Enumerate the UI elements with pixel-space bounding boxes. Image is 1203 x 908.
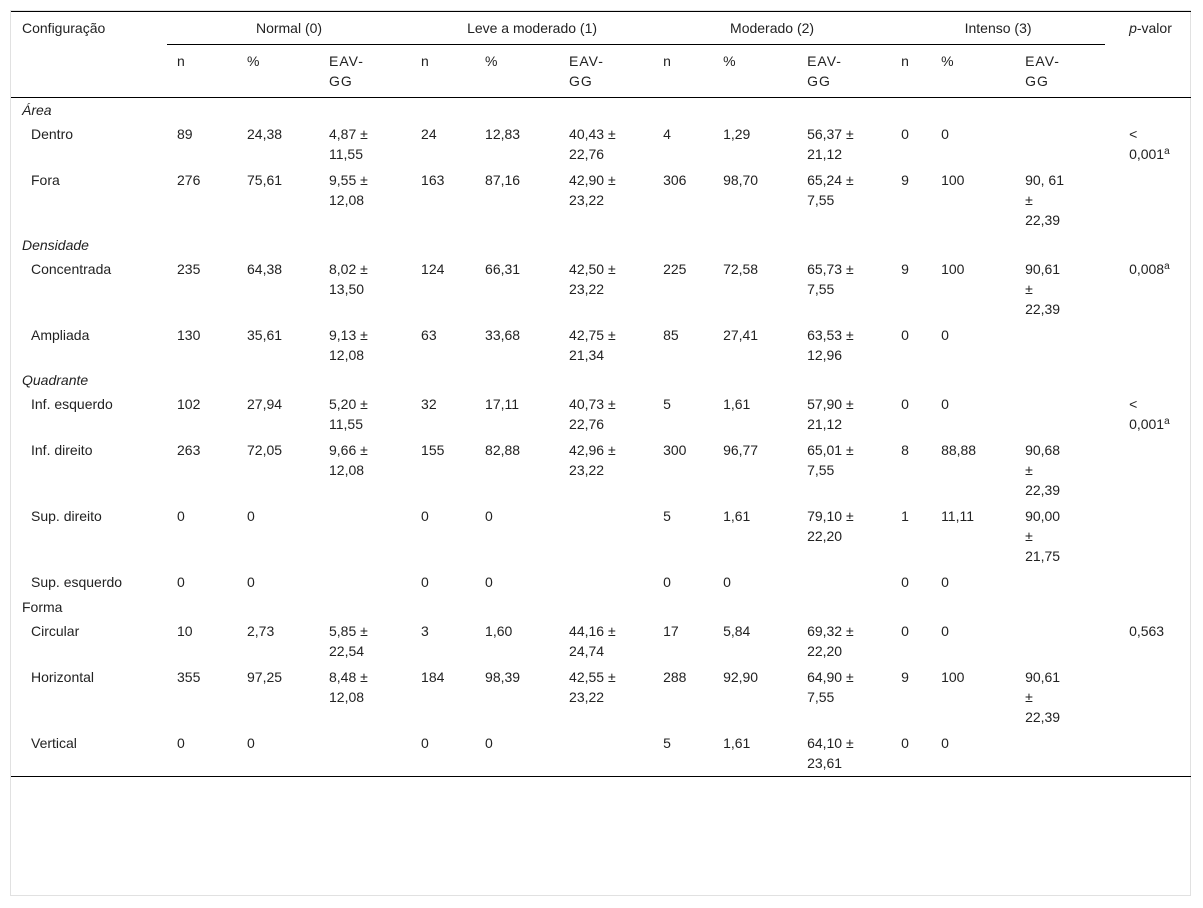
table-cell: 96,77 <box>723 442 759 458</box>
p-value-cell <box>1105 503 1191 569</box>
header-group-intenso: Intenso (3) <box>891 12 1105 45</box>
table-cell: 102 <box>177 396 201 412</box>
table-cell: 9 <box>901 261 909 277</box>
table-cell: 44,16 ± 24,74 <box>569 623 616 659</box>
table-row <box>11 256 1191 322</box>
table-cell: 5,84 <box>723 623 751 639</box>
table-cell: 9 <box>901 172 909 188</box>
header-group-leve: Leve a moderado (1) <box>411 12 653 45</box>
table-row <box>11 569 1191 595</box>
table-cell: 9,55 ± 12,08 <box>329 172 368 208</box>
table-cell: 79,10 ± 22,20 <box>807 508 854 544</box>
row-label: Inf. direito <box>31 442 93 458</box>
table-cell <box>1025 391 1105 437</box>
table-row <box>11 391 1191 437</box>
table-cell: 0 <box>421 508 429 524</box>
table-cell: 0 <box>177 735 185 751</box>
header-sub-eav: EAV-GG <box>1025 53 1060 89</box>
table-cell: 85 <box>663 327 679 343</box>
p-value-footnote: a <box>1164 146 1170 157</box>
p-value-footnote: a <box>1164 261 1170 272</box>
table-cell: 92,90 <box>723 669 759 685</box>
section-row <box>11 98 1191 122</box>
table-cell: 0 <box>485 735 493 751</box>
header-sub-blank <box>1105 45 1191 98</box>
table-cell: 263 <box>177 442 201 458</box>
table-cell <box>329 730 411 777</box>
table-cell <box>1025 730 1105 777</box>
table-row <box>11 618 1191 664</box>
header-sub-pct: % <box>247 53 260 69</box>
table-cell <box>569 569 653 595</box>
table-cell: 0 <box>941 574 949 590</box>
table-cell: 0 <box>247 574 255 590</box>
table-cell: 17,11 <box>485 396 520 412</box>
table-cell: 42,50 ± 23,22 <box>569 261 616 297</box>
p-value-cell <box>1105 664 1191 730</box>
table-cell: 9 <box>901 669 909 685</box>
table-cell: 0 <box>901 623 909 639</box>
table-cell: 90,61 ± 22,39 <box>1025 261 1061 317</box>
table-cell: 8,48 ± 12,08 <box>329 669 368 705</box>
table-cell: 90,00 ± 21,75 <box>1025 508 1061 564</box>
header-group-moderado: Moderado (2) <box>653 12 891 45</box>
table-cell: 0 <box>941 327 949 343</box>
row-label: Ampliada <box>31 327 90 343</box>
table-cell: 33,68 <box>485 327 521 343</box>
row-label: Dentro <box>31 126 74 142</box>
table-cell: 42,55 ± 23,22 <box>569 669 616 705</box>
table-cell: 0 <box>901 735 909 751</box>
table-cell: 0 <box>941 623 949 639</box>
p-value-cell <box>1105 322 1191 368</box>
p-value-cell <box>1105 437 1191 503</box>
table-cell: 0 <box>941 126 949 142</box>
table-cell: 72,58 <box>723 261 759 277</box>
table-cell: 5 <box>663 396 671 412</box>
p-value-cell <box>1105 391 1191 437</box>
table-cell: 98,39 <box>485 669 521 685</box>
header-blank <box>11 45 167 98</box>
header-p-suffix: -valor <box>1136 20 1172 36</box>
p-value: 0,008 <box>1129 261 1165 277</box>
table-cell: 87,16 <box>485 172 521 188</box>
table-cell: 0 <box>485 574 493 590</box>
table-cell: 0 <box>421 574 429 590</box>
p-value-cell <box>1105 256 1191 322</box>
table-cell: 24 <box>421 126 437 142</box>
table-cell: 306 <box>663 172 687 188</box>
table-cell: 288 <box>663 669 687 685</box>
table-cell: 355 <box>177 669 201 685</box>
table-cell: 235 <box>177 261 201 277</box>
results-table <box>11 11 1191 777</box>
table-cell: 88,88 <box>941 442 977 458</box>
table-cell: 42,90 ± 23,22 <box>569 172 616 208</box>
table-cell: 100 <box>941 261 965 277</box>
row-label: Vertical <box>31 735 77 751</box>
table-cell: 32 <box>421 396 437 412</box>
table-cell: 225 <box>663 261 687 277</box>
table-row <box>11 121 1191 167</box>
row-label: Inf. esquerdo <box>31 396 113 412</box>
table-cell: 5,85 ± 22,54 <box>329 623 368 659</box>
p-value: < 0,001 <box>1129 396 1165 432</box>
table-cell: 0 <box>941 735 949 751</box>
header-sub-eav: EAV-GG <box>569 53 604 89</box>
table-cell: 42,96 ± 23,22 <box>569 442 616 478</box>
header-sub-pct: % <box>723 53 736 69</box>
table-row <box>11 503 1191 569</box>
table-cell: 40,43 ± 22,76 <box>569 126 616 162</box>
table-cell: 64,10 ± 23,61 <box>807 735 854 771</box>
table-cell: 10 <box>177 623 193 639</box>
table-cell: 0 <box>901 126 909 142</box>
row-label: Concentrada <box>31 261 112 277</box>
table-body <box>11 98 1191 777</box>
row-label: Horizontal <box>31 669 95 685</box>
table-cell: 72,05 <box>247 442 283 458</box>
p-value-cell <box>1105 569 1191 595</box>
table-cell: 1,61 <box>723 396 751 412</box>
row-label: Sup. esquerdo <box>31 574 123 590</box>
row-label: Fora <box>31 172 60 188</box>
table-cell: 5 <box>663 735 671 751</box>
table-cell: 66,31 <box>485 261 521 277</box>
table-cell: 69,32 ± 22,20 <box>807 623 854 659</box>
table-row <box>11 664 1191 730</box>
table-cell: 82,88 <box>485 442 521 458</box>
table-cell: 163 <box>421 172 445 188</box>
table-cell: 184 <box>421 669 445 685</box>
table-cell: 0 <box>247 508 255 524</box>
table-cell: 40,73 ± 22,76 <box>569 396 616 432</box>
table-row <box>11 167 1191 233</box>
table-cell: 24,38 <box>247 126 283 142</box>
table-row <box>11 437 1191 503</box>
table-cell: 0 <box>421 735 429 751</box>
section-row <box>11 233 1191 256</box>
p-value-cell <box>1105 618 1191 664</box>
table-cell: 0 <box>941 396 949 412</box>
table-cell: 100 <box>941 669 965 685</box>
table-cell: 12,83 <box>485 126 521 142</box>
table-cell: 0 <box>901 574 909 590</box>
table-cell: 63 <box>421 327 437 343</box>
section-row <box>11 595 1191 618</box>
table-cell: 64,38 <box>247 261 283 277</box>
header-row-sub <box>11 45 1191 98</box>
table-cell: 1,60 <box>485 623 513 639</box>
section-title: Quadrante <box>22 372 89 388</box>
table-cell: 75,61 <box>247 172 283 188</box>
table-row <box>11 322 1191 368</box>
header-row-groups <box>11 12 1191 45</box>
table-cell <box>1025 121 1105 167</box>
table-cell <box>329 503 411 569</box>
table-cell <box>1025 569 1105 595</box>
table-cell: 276 <box>177 172 201 188</box>
table-cell: 27,41 <box>723 327 759 343</box>
table-cell: 100 <box>941 172 965 188</box>
section-title: Forma <box>22 599 63 615</box>
table-cell: 11,11 <box>941 508 975 524</box>
table-cell: 0 <box>485 508 493 524</box>
table-cell: 64,90 ± 7,55 <box>807 669 854 705</box>
table-cell: 3 <box>421 623 429 639</box>
table-cell: 5,20 ± 11,55 <box>329 396 368 432</box>
table-cell: 8 <box>901 442 909 458</box>
p-value-cell <box>1105 121 1191 167</box>
table-cell <box>569 503 653 569</box>
table-cell: 300 <box>663 442 687 458</box>
table-cell: 9,66 ± 12,08 <box>329 442 368 478</box>
table-cell: 65,73 ± 7,55 <box>807 261 854 297</box>
table-cell: 90, 61 ± 22,39 <box>1025 172 1064 228</box>
table-cell: 63,53 ± 12,96 <box>807 327 854 363</box>
table-cell <box>329 569 411 595</box>
header-sub-n: n <box>663 53 671 69</box>
table-cell: 2,73 <box>247 623 275 639</box>
table-cell: 27,94 <box>247 396 283 412</box>
row-label: Circular <box>31 623 80 639</box>
table-cell: 35,61 <box>247 327 283 343</box>
table-cell: 0 <box>663 574 671 590</box>
section-title: Área <box>22 102 52 118</box>
table-cell: 155 <box>421 442 445 458</box>
table-cell: 4 <box>663 126 671 142</box>
table-cell: 0 <box>177 508 185 524</box>
table-cell: 4,87 ± 11,55 <box>329 126 368 162</box>
table-cell: 1,61 <box>723 735 751 751</box>
table-cell: 97,25 <box>247 669 283 685</box>
table-cell: 0 <box>247 735 255 751</box>
header-sub-n: n <box>421 53 429 69</box>
table-cell: 90,61 ± 22,39 <box>1025 669 1061 725</box>
table-cell: 98,70 <box>723 172 759 188</box>
p-value-cell <box>1105 167 1191 233</box>
table-cell: 1 <box>901 508 909 524</box>
header-sub-pct: % <box>485 53 498 69</box>
row-label: Sup. direito <box>31 508 102 524</box>
table-cell: 0 <box>901 327 909 343</box>
table-cell: 17 <box>663 623 679 639</box>
table-cell: 0 <box>723 574 731 590</box>
header-config: Configuração <box>22 20 106 36</box>
table-cell: 90,68 ± 22,39 <box>1025 442 1061 498</box>
table-cell: 56,37 ± 21,12 <box>807 126 854 162</box>
table-cell: 9,13 ± 12,08 <box>329 327 368 363</box>
table-cell: 124 <box>421 261 445 277</box>
header-sub-n: n <box>901 53 909 69</box>
table-cell: 89 <box>177 126 193 142</box>
section-row <box>11 368 1191 391</box>
table-cell: 1,29 <box>723 126 751 142</box>
table-cell: 0 <box>177 574 185 590</box>
table-cell: 42,75 ± 21,34 <box>569 327 616 363</box>
table-cell: 8,02 ± 13,50 <box>329 261 368 297</box>
table-cell: 65,01 ± 7,55 <box>807 442 854 478</box>
table-cell <box>1025 618 1105 664</box>
header-sub-eav: EAV-GG <box>329 53 364 89</box>
header-p-prefix: p <box>1129 20 1137 36</box>
table-cell <box>569 730 653 777</box>
table-cell <box>807 569 891 595</box>
table-row <box>11 730 1191 777</box>
header-sub-eav: EAV-GG <box>807 53 842 89</box>
p-value-cell <box>1105 730 1191 777</box>
header-p-valor <box>1105 12 1191 45</box>
table-head <box>11 12 1191 98</box>
p-value: 0,563 <box>1129 623 1165 639</box>
table-cell: 1,61 <box>723 508 751 524</box>
table-cell <box>1025 322 1105 368</box>
table-cell: 57,90 ± 21,12 <box>807 396 854 432</box>
table-cell: 130 <box>177 327 201 343</box>
table-cell: 5 <box>663 508 671 524</box>
table-cell: 65,24 ± 7,55 <box>807 172 854 208</box>
header-group-normal: Normal (0) <box>167 12 411 45</box>
header-sub-pct: % <box>941 53 954 69</box>
p-value-footnote: a <box>1164 416 1170 427</box>
section-title: Densidade <box>22 237 89 253</box>
header-sub-n: n <box>177 53 185 69</box>
p-value: < 0,001 <box>1129 126 1165 162</box>
table-cell: 0 <box>901 396 909 412</box>
